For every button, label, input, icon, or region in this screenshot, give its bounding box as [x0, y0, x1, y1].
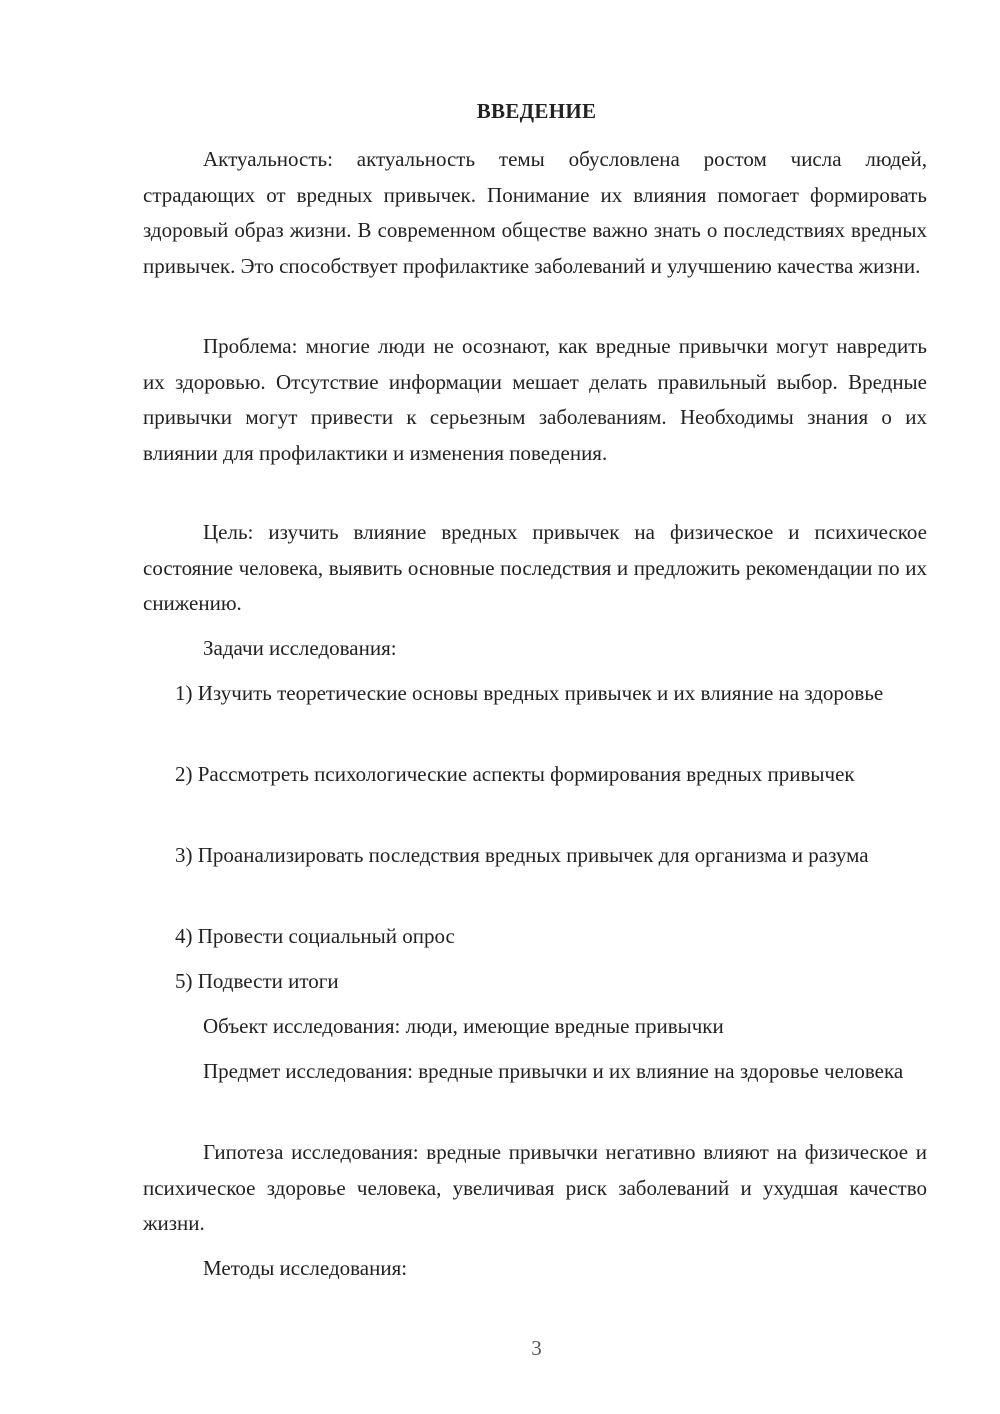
task-item-3: 3) Проанализировать последствия вредных привычек для организма и разума [175, 843, 869, 867]
task-item-2: 2) Рассмотреть психологические аспекты формирования вредных привычек [175, 762, 855, 786]
paragraph-goal: Цель: изучить влияние вредных привычек на физическое и психическое состояние человека, выявить основные последствия и предложить рекомендации по их снижению. [143, 520, 927, 615]
task-item-1: 1) Изучить теоретические основы вредных привычек и их влияние на здоровье [175, 681, 884, 705]
paragraph-subject: Предмет исследования: вредные привычки и их влияние на здоровье человека [203, 1059, 904, 1083]
paragraph-object: Объект исследования: люди, имеющие вредные привычки [203, 1014, 724, 1038]
task-item-4: 4) Провести социальный опрос [175, 924, 455, 948]
task-item-5: 5) Подвести итоги [175, 969, 339, 993]
tasks-heading: Задачи исследования: [203, 636, 397, 660]
paragraph-hypothesis: Гипотеза исследования: вредные привычки негативно влияют на физическое и психическое здоровье человека, увеличивая риск заболеваний и ухудшая качество жизни. [143, 1140, 927, 1235]
paragraph-problem: Проблема: многие люди не осознают, как вредные привычки могут навредить их здоровью. Отсутствие информации мешает делать правильный выбор. Вредные привычки могут привести к серьезным заболеваниям. Необходимы знания о их влиянии для профилактики и изменения поведения. [143, 334, 927, 465]
section-title: ВВЕДЕНИЕ [476, 99, 597, 123]
page-number: 3 [531, 1336, 542, 1360]
paragraph-relevance: Актуальность: актуальность темы обусловлена ростом числа людей, страдающих от вредных привычек. Понимание их влияния помогает формировать здоровый образ жизни. В современном обществе важно знать о последствиях вредных привычек. Это способствует профилактике заболеваний и улучшению качества жизни. [143, 147, 927, 278]
methods-heading: Методы исследования: [203, 1256, 408, 1280]
